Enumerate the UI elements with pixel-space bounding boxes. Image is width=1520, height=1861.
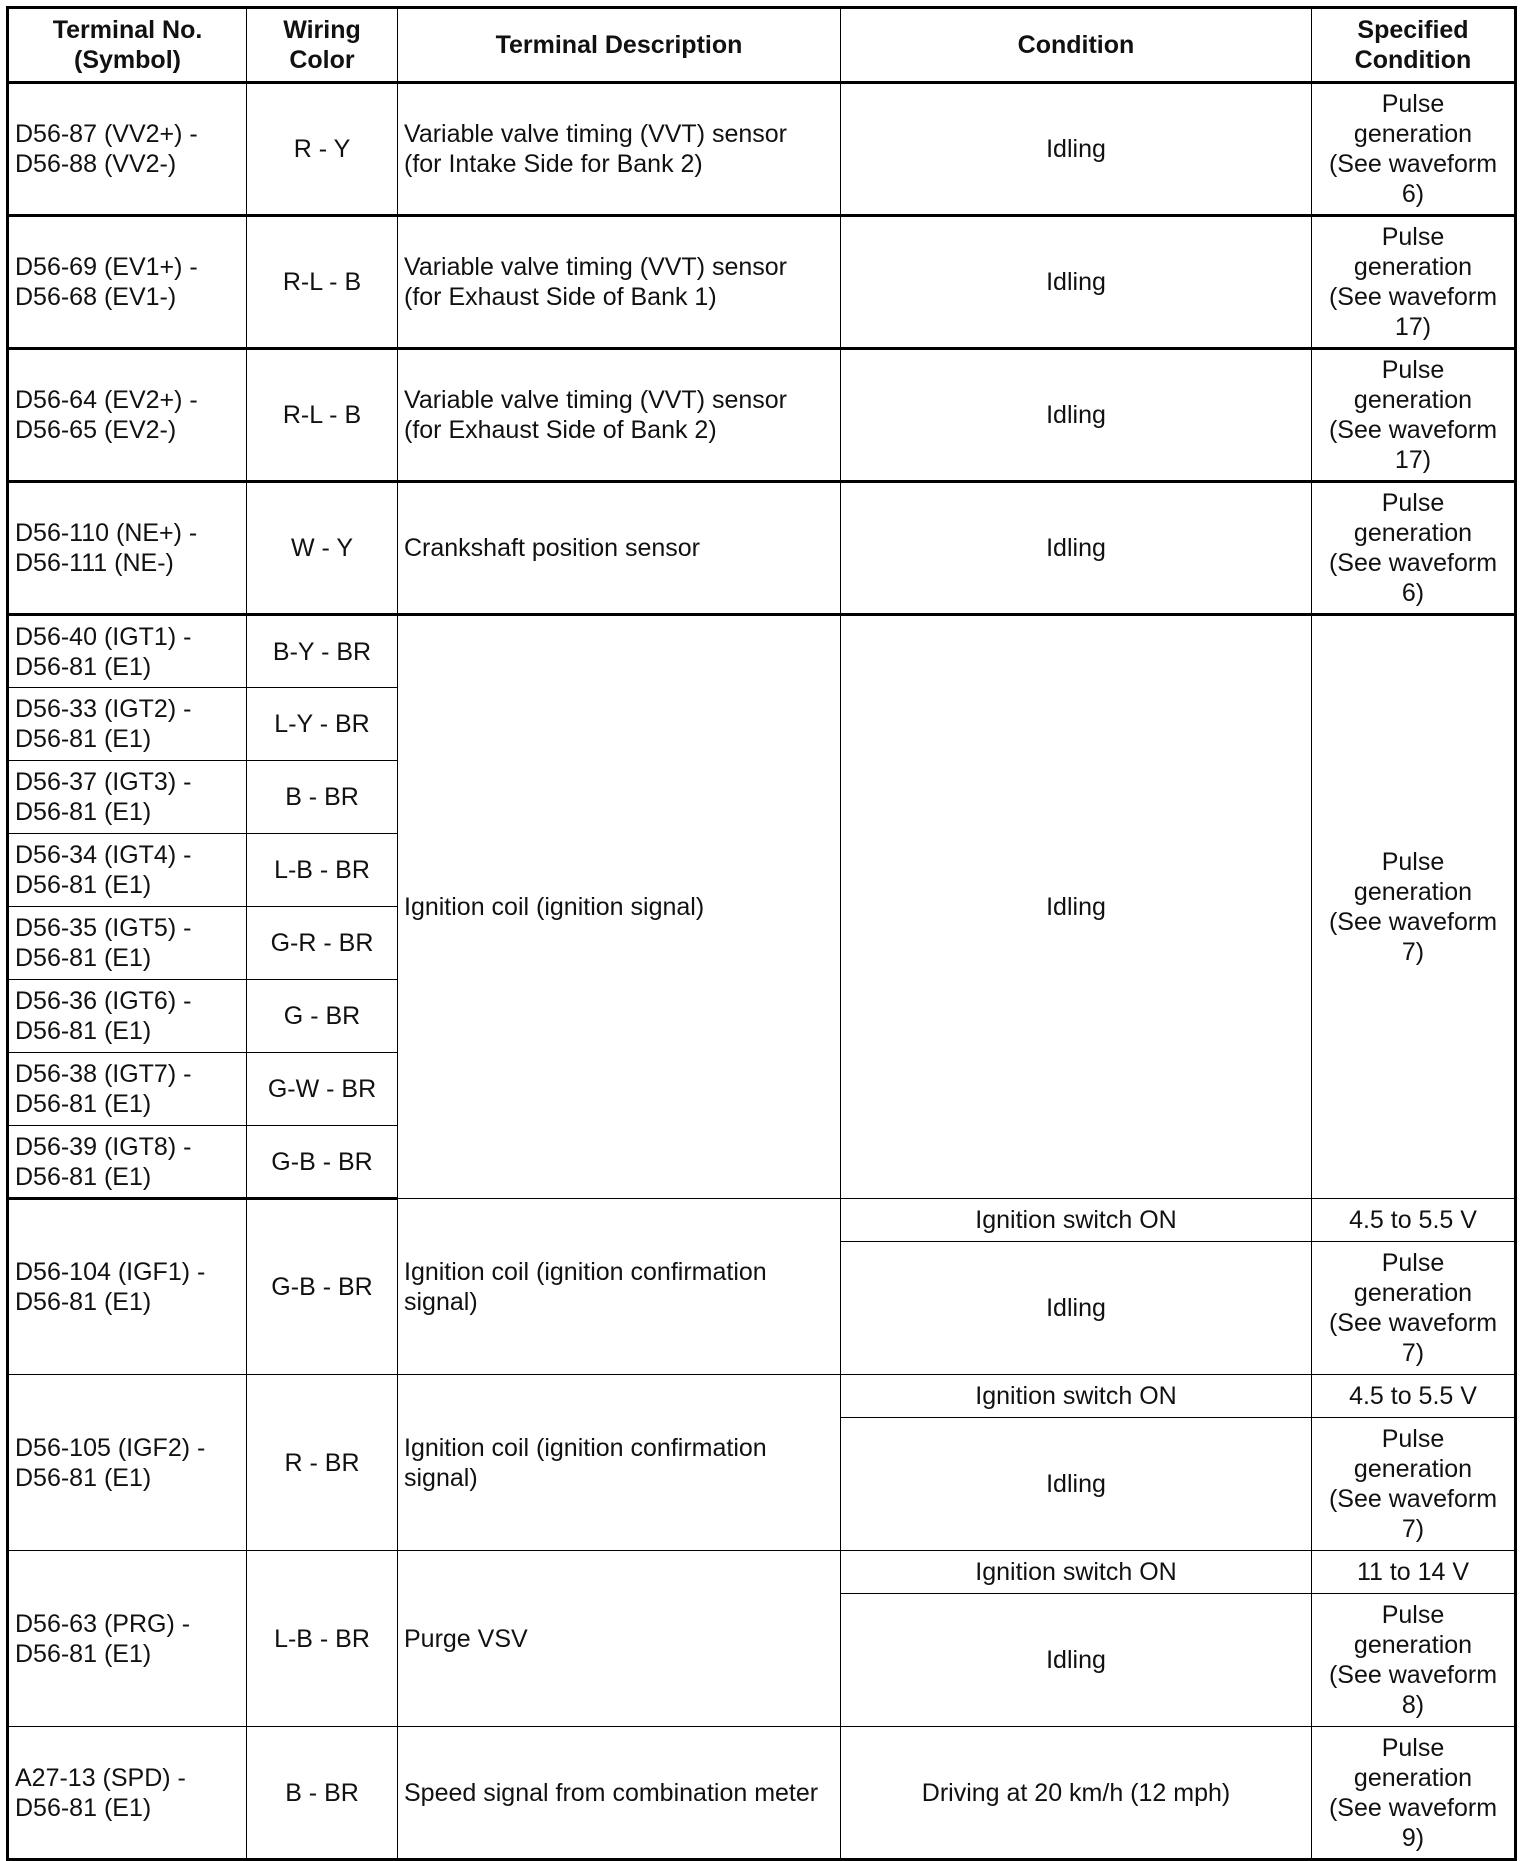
specified-cell: Pulse generation (See waveform 7) <box>1312 1242 1516 1375</box>
terminal-cell: D56-40 (IGT1) - D56-81 (E1) <box>8 615 247 688</box>
wiring-color-cell: L-Y - BR <box>247 688 398 761</box>
condition-cell: Ignition switch ON <box>841 1551 1312 1594</box>
condition-cell: Idling <box>841 615 1312 1199</box>
condition-cell: Idling <box>841 83 1312 216</box>
condition-cell: Idling <box>841 1242 1312 1375</box>
terminal-cell: D56-69 (EV1+) - D56-68 (EV1-) <box>8 216 247 349</box>
terminal-cell: D56-105 (IGF2) - D56-81 (E1) <box>8 1375 247 1551</box>
description-cell: Variable valve timing (VVT) sensor (for Intake Side for Bank 2) <box>398 83 841 216</box>
condition-cell: Idling <box>841 1594 1312 1727</box>
description-cell: Speed signal from combination meter <box>398 1727 841 1860</box>
condition-cell: Idling <box>841 216 1312 349</box>
wiring-color-cell: G-B - BR <box>247 1199 398 1375</box>
wiring-color-cell: G - BR <box>247 980 398 1053</box>
wiring-color-cell: G-R - BR <box>247 907 398 980</box>
table-row <box>8 482 1516 615</box>
description-cell: Crankshaft position sensor <box>398 482 841 615</box>
condition-cell: Idling <box>841 349 1312 482</box>
table-row <box>8 216 1516 349</box>
specified-cell: Pulse generation (See waveform 8) <box>1312 1594 1516 1727</box>
description-cell: Purge VSV <box>398 1551 841 1727</box>
specified-cell: Pulse generation (See waveform 17) <box>1312 216 1516 349</box>
condition-cell: Ignition switch ON <box>841 1199 1312 1242</box>
terminal-cell: D56-104 (IGF1) - D56-81 (E1) <box>8 1199 247 1375</box>
specified-cell: Pulse generation (See waveform 6) <box>1312 482 1516 615</box>
table-row <box>8 349 1516 482</box>
specified-cell: Pulse generation (See waveform 17) <box>1312 349 1516 482</box>
table-row <box>8 1727 1516 1860</box>
condition-cell: Ignition switch ON <box>841 1375 1312 1418</box>
wiring-color-cell: R-L - B <box>247 349 398 482</box>
terminal-cell: D56-63 (PRG) - D56-81 (E1) <box>8 1551 247 1727</box>
header-row <box>8 8 1516 83</box>
terminal-cell: D56-34 (IGT4) - D56-81 (E1) <box>8 834 247 907</box>
header-wiring-color: Wiring Color <box>247 8 398 83</box>
header-terminal: Terminal No. (Symbol) <box>8 8 247 83</box>
terminal-cell: D56-38 (IGT7) - D56-81 (E1) <box>8 1053 247 1126</box>
wiring-color-cell: B-Y - BR <box>247 615 398 688</box>
specified-cell: 4.5 to 5.5 V <box>1312 1375 1516 1418</box>
wiring-color-cell: L-B - BR <box>247 1551 398 1727</box>
specified-cell: Pulse generation (See waveform 7) <box>1312 1418 1516 1551</box>
description-cell: Variable valve timing (VVT) sensor (for Exhaust Side of Bank 2) <box>398 349 841 482</box>
terminal-cell: D56-36 (IGT6) - D56-81 (E1) <box>8 980 247 1053</box>
terminal-cell: D56-87 (VV2+) - D56-88 (VV2-) <box>8 83 247 216</box>
specified-cell: Pulse generation (See waveform 9) <box>1312 1727 1516 1860</box>
table-row <box>8 1551 1516 1594</box>
terminal-cell: D56-35 (IGT5) - D56-81 (E1) <box>8 907 247 980</box>
terminal-cell: D56-64 (EV2+) - D56-65 (EV2-) <box>8 349 247 482</box>
terminal-cell: D56-110 (NE+) - D56-111 (NE-) <box>8 482 247 615</box>
header-specified-condition: Specified Condition <box>1312 8 1516 83</box>
wiring-color-cell: W - Y <box>247 482 398 615</box>
wiring-color-cell: R-L - B <box>247 216 398 349</box>
table-row <box>8 83 1516 216</box>
specified-cell: 11 to 14 V <box>1312 1551 1516 1594</box>
wiring-color-cell: L-B - BR <box>247 834 398 907</box>
wiring-color-cell: B - BR <box>247 1727 398 1860</box>
condition-cell: Driving at 20 km/h (12 mph) <box>841 1727 1312 1860</box>
description-cell: Ignition coil (ignition confirmation signal) <box>398 1375 841 1551</box>
terminal-cell: D56-37 (IGT3) - D56-81 (E1) <box>8 761 247 834</box>
table-row <box>8 1199 1516 1242</box>
specified-cell: Pulse generation (See waveform 7) <box>1312 615 1516 1199</box>
description-cell: Variable valve timing (VVT) sensor (for Exhaust Side of Bank 1) <box>398 216 841 349</box>
specified-cell: Pulse generation (See waveform 6) <box>1312 83 1516 216</box>
wiring-color-cell: R - BR <box>247 1375 398 1551</box>
wiring-color-cell: R - Y <box>247 83 398 216</box>
terminal-cell: A27-13 (SPD) - D56-81 (E1) <box>8 1727 247 1860</box>
specified-cell: 4.5 to 5.5 V <box>1312 1199 1516 1242</box>
table-row <box>8 1375 1516 1418</box>
wiring-color-cell: G-B - BR <box>247 1126 398 1199</box>
header-condition: Condition <box>841 8 1312 83</box>
description-cell: Ignition coil (ignition confirmation signal) <box>398 1199 841 1375</box>
wiring-color-cell: G-W - BR <box>247 1053 398 1126</box>
terminal-cell: D56-39 (IGT8) - D56-81 (E1) <box>8 1126 247 1199</box>
terminal-cell: D56-33 (IGT2) - D56-81 (E1) <box>8 688 247 761</box>
header-terminal-description: Terminal Description <box>398 8 841 83</box>
condition-cell: Idling <box>841 1418 1312 1551</box>
wiring-color-cell: B - BR <box>247 761 398 834</box>
table-row <box>8 615 1516 688</box>
description-cell: Ignition coil (ignition signal) <box>398 615 841 1199</box>
condition-cell: Idling <box>841 482 1312 615</box>
terminal-table <box>6 6 1517 1861</box>
